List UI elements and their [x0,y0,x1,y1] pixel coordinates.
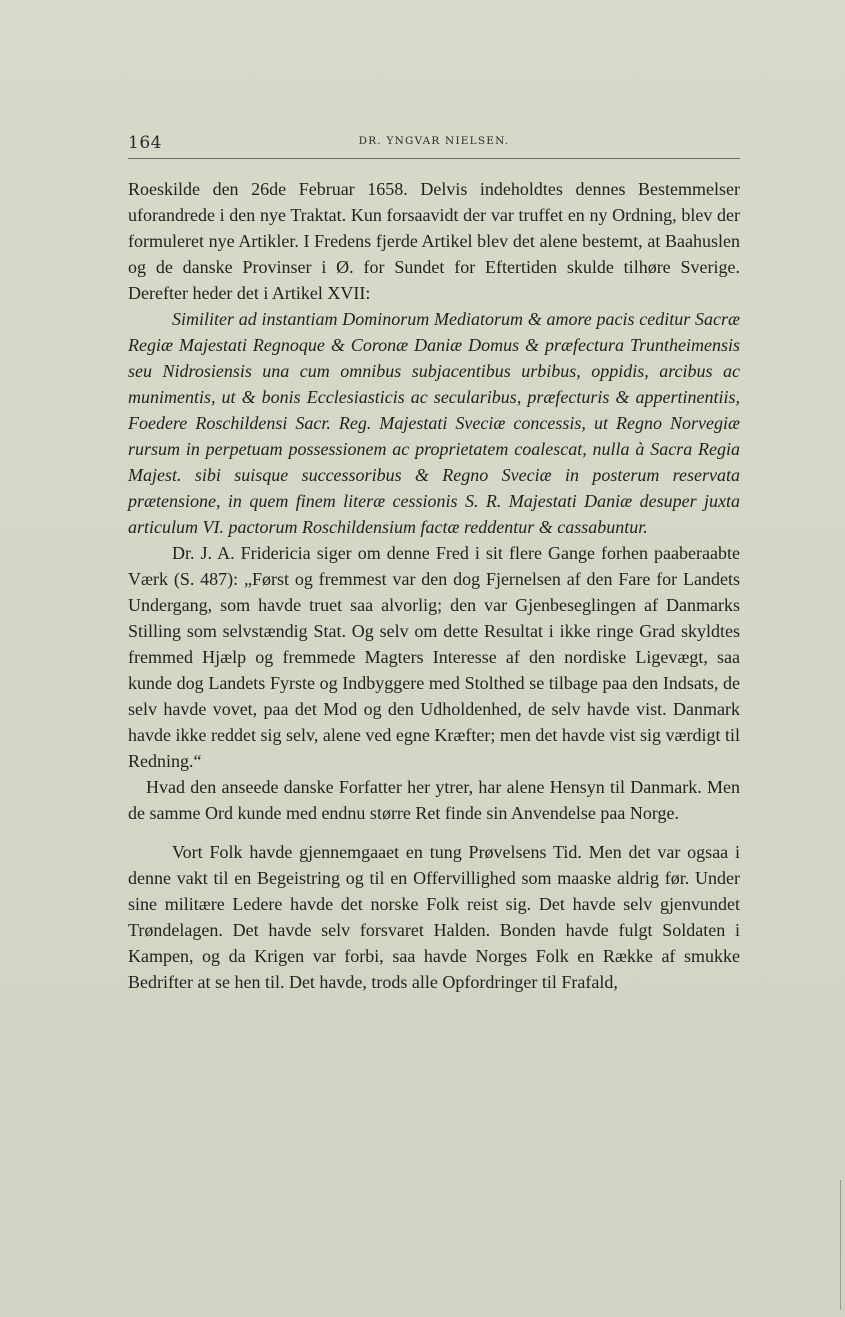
page-edge-line [840,1180,841,1310]
paragraph-danish-author: Hvad den anseede danske Forfatter her ytrer, har alene Hensyn til Danmark. Men de samme Ord kunde med endnu større Ret finde sin Anvendelse paa Norge. [128,777,740,823]
page-number: 164 [128,133,162,153]
paragraph-norway: Vort Folk havde gjennemgaaet en tung Prøvelsens Tid. Men det var ogsaa i denne vakt til en Begeistring og til en Offervillighed som maaske aldrig før. Under sine militære Ledere havde det norske Folk reist sig. Det havde selv gjenvundet Trøndelagen. Det havde selv forsvaret Halden. Bonden havde fulgt Soldaten i Kampen, og da Krigen var forbi, saa havde Norges Folk en Række af smukke Bedrifter at se hen til. Det havde, trods alle Opfordringer til Frafald, [128,842,740,992]
page-header [128,128,740,159]
running-head: DR. YNGVAR NIELSEN. [358,135,510,147]
paragraph-fridericia-quote: Dr. J. A. Fridericia siger om denne Fred i sit flere Gange forhen paaberaabte Værk (S. 487): „Først og fremmest var den dog Fjernelsen af den Fare for Landets Undergang, som havde truet saa alvorlig; den var Gjenbeseglingen af Danmarks Stilling som selvstændig Stat. Og selv om dette Resultat i ikke ringe Grad skyldtes fremmed Hjælp og fremmede Magters Interesse af den nordiske Ligevægt, saa kunde dog Landets Fyrste og Indbyggere med Stolthed se tilbage paa den Indsats, de selv havde vovet, paa det Mod og den Udholdenhed, de selv havde vist. Danmark havde ikke reddet sig selv, alene ved egne Kræfter; men det havde vist sig værdigt til Redning.“ [128,543,740,771]
paragraph-treaty-intro: Roeskilde den 26de Februar 1658. Delvis indeholdtes dennes Bestemmelser uforandrede i den nye Traktat. Kun forsaavidt der var truffet en ny Ordning, blev der formuleret nye Artikler. I Fredens fjerde Artikel blev det alene bestemt, at Baahuslen og de danske Provinser i Ø. for Sundet for Eftertiden skulde tilhøre Sverige. Derefter heder det i Artikel XVII: [128,179,740,303]
body-text [128,176,740,995]
latin-treaty-quote: Similiter ad instantiam Dominorum Mediatorum & amore pacis ceditur Sacræ Regiæ Majestati Regnoque & Coronæ Daniæ Domus & præfectura Truntheimensis seu Nidrosiensis una cum omnibus subjacentibus urbibus, oppidis, arcibus ac munimentis, ut & bonis Ecclesiasticis ac secularibus, præfecturis & appertinentiis, Foedere Roschildensi Sacr. Reg. Majestati Sveciæ concessis, ut Regno Norvegiæ rursum in perpetuam possessionem ac proprietatem coalescat, nulla à Sacra Regia Majest. sibi suisque successoribus & Regno Sveciæ in posterum reservata prætensione, in quem finem literæ cessionis S. R. Majestati Daniæ desuper juxta articulum VI. pactorum Roschildensium factæ reddentur & cassabuntur. [128,309,740,537]
